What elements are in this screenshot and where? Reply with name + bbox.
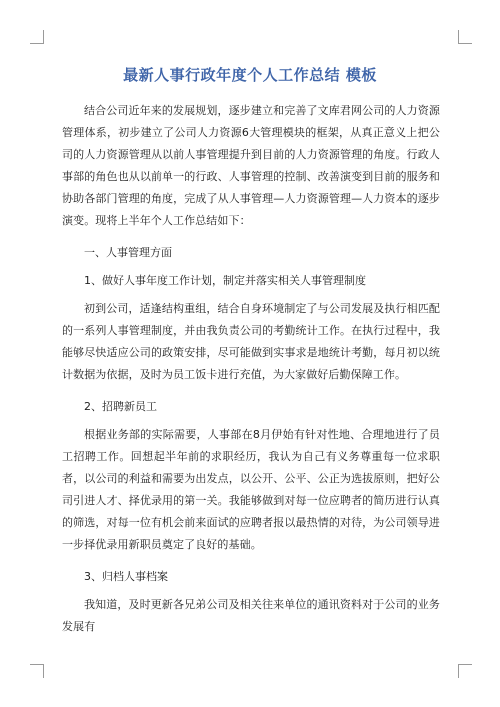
subsection-heading-archive: 3、归档人事档案 [84, 570, 168, 583]
subsection-heading-recruit: 2、招聘新员工 [84, 400, 157, 413]
paragraph-archive: 我知道，及时更新各兄弟公司及相关往来单位的通讯资料对于公司的业务发展有 [62, 598, 440, 633]
crop-mark-top-left [30, 30, 44, 44]
crop-mark-bottom-left [30, 664, 44, 678]
document-title: 最新人事行政年度个人工作总结 模板 [123, 66, 377, 84]
intro-paragraph: 结合公司近年来的发展规划，逐步建立和完善了文库君网公司的人力资源管理体系，初步建立了公司人力资源6大管理模块的框架，从真正意义上把公司的人力资源管理从以前人事管理提升到目前的人力资源管理的角度。行政人事部的角色也从以前单一的行政、人事管理的控制、改善演变到目前的服务和协助各部门管理的角度，完成了从人事管理—人力资源管理—人力资本的逐步演变。现将上半年个人工作总结如下： [62, 104, 440, 227]
subsection-heading-plan: 1、做好人事年度工作计划，制定并落实相关人事管理制度 [84, 274, 366, 287]
paragraph-recruit: 根据业务部的实际需要，人事部在8月伊始有针对性地、合理地进行了员工招聘工作。回想起半年前的求职经历，我认为自己有义务尊重每一位求职者，以公司的利益和需要为出发点，以公开、公平、公正为选拔原则，把好公司引进人才、择优录用的第一关。我能够做到对每一位应聘者的简历进行认真的筛选，对每一位有机会前来面试的应聘者报以最热情的对待，为公司领导进一步择优录用新职员奠定了良好的基础。 [62, 428, 440, 551]
crop-mark-top-right [458, 30, 472, 44]
section-heading-hr-management: 一、人事管理方面 [84, 246, 172, 259]
crop-mark-bottom-right [458, 664, 472, 678]
paragraph-plan: 初到公司，适逢结构重组，结合自身环境制定了与公司发展及执行相匹配的一系列人事管理制度，并由我负责公司的考勤统计工作。在执行过程中，我能够尽快适应公司的政策安排，尽可能做到实事求是地统计考勤，每月初以统计数据为依据，及时为员工饭卡进行充值，为大家做好后勤保障工作。 [62, 302, 440, 381]
document-body [62, 100, 440, 638]
